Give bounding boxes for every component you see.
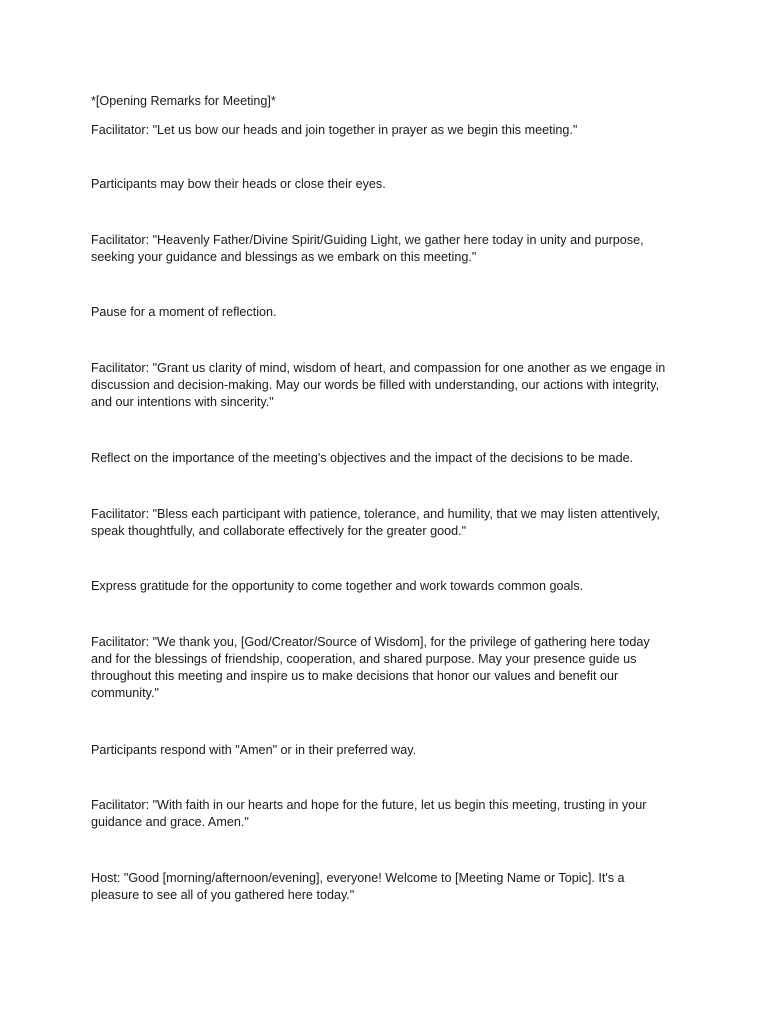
paragraph-6 (91, 450, 691, 467)
document-title (91, 93, 691, 110)
paragraph-2 (91, 176, 691, 193)
paragraph-line: and our intentions with sincerity." (91, 395, 274, 409)
paragraph-line: Facilitator: "Heavenly Father/Divine Spirit/Guiding Light, we gather here today in unity and purpose, (91, 233, 644, 247)
paragraph-line: and for the blessings of friendship, cooperation, and shared purpose. May your presence guide us (91, 652, 637, 666)
paragraph-line: Host: "Good [morning/afternoon/evening], everyone! Welcome to [Meeting Name or Topic]. It's a (91, 871, 625, 885)
paragraph-line: Reflect on the importance of the meeting's objectives and the impact of the decisions to be made. (91, 451, 634, 465)
paragraph-line: Pause for a moment of reflection. (91, 305, 277, 319)
paragraph-5 (91, 360, 691, 411)
paragraph-line: Facilitator: "Bless each participant with patience, tolerance, and humility, that we may listen attentively, (91, 507, 660, 521)
paragraph-9 (91, 634, 691, 702)
paragraph-11 (91, 797, 691, 831)
paragraph-line: guidance and grace. Amen." (91, 815, 249, 829)
paragraph-10 (91, 742, 691, 759)
paragraph-1 (91, 122, 691, 139)
paragraph-line: speak thoughtfully, and collaborate effectively for the greater good." (91, 524, 467, 538)
paragraph-line: community." (91, 686, 159, 700)
paragraph-line: throughout this meeting and inspire us to make decisions that honor our values and benefit our (91, 669, 619, 683)
paragraph-line: Facilitator: "Grant us clarity of mind, wisdom of heart, and compassion for one another as we engage in (91, 361, 666, 375)
paragraph-4 (91, 304, 691, 321)
paragraph-line: discussion and decision-making. May our words be filled with understanding, our actions with integrity, (91, 378, 660, 392)
paragraph-line: Express gratitude for the opportunity to come together and work towards common goals. (91, 579, 584, 593)
paragraph-line: Facilitator: "Let us bow our heads and join together in prayer as we begin this meeting." (91, 123, 578, 137)
paragraph-7 (91, 506, 691, 540)
paragraph-line: Participants respond with "Amen" or in their preferred way. (91, 743, 417, 757)
title-line: *[Opening Remarks for Meeting]* (91, 94, 276, 108)
paragraph-line: Facilitator: "We thank you, [God/Creator/Source of Wisdom], for the privilege of gathering here today (91, 635, 650, 649)
paragraph-line: pleasure to see all of you gathered here today." (91, 888, 355, 902)
paragraph-line: Facilitator: "With faith in our hearts and hope for the future, let us begin this meeting, trusting in your (91, 798, 647, 812)
paragraph-8 (91, 578, 691, 595)
paragraph-line: Participants may bow their heads or close their eyes. (91, 177, 386, 191)
paragraph-12 (91, 870, 691, 904)
paragraph-3 (91, 232, 691, 266)
paragraph-line: seeking your guidance and blessings as we embark on this meeting." (91, 250, 477, 264)
